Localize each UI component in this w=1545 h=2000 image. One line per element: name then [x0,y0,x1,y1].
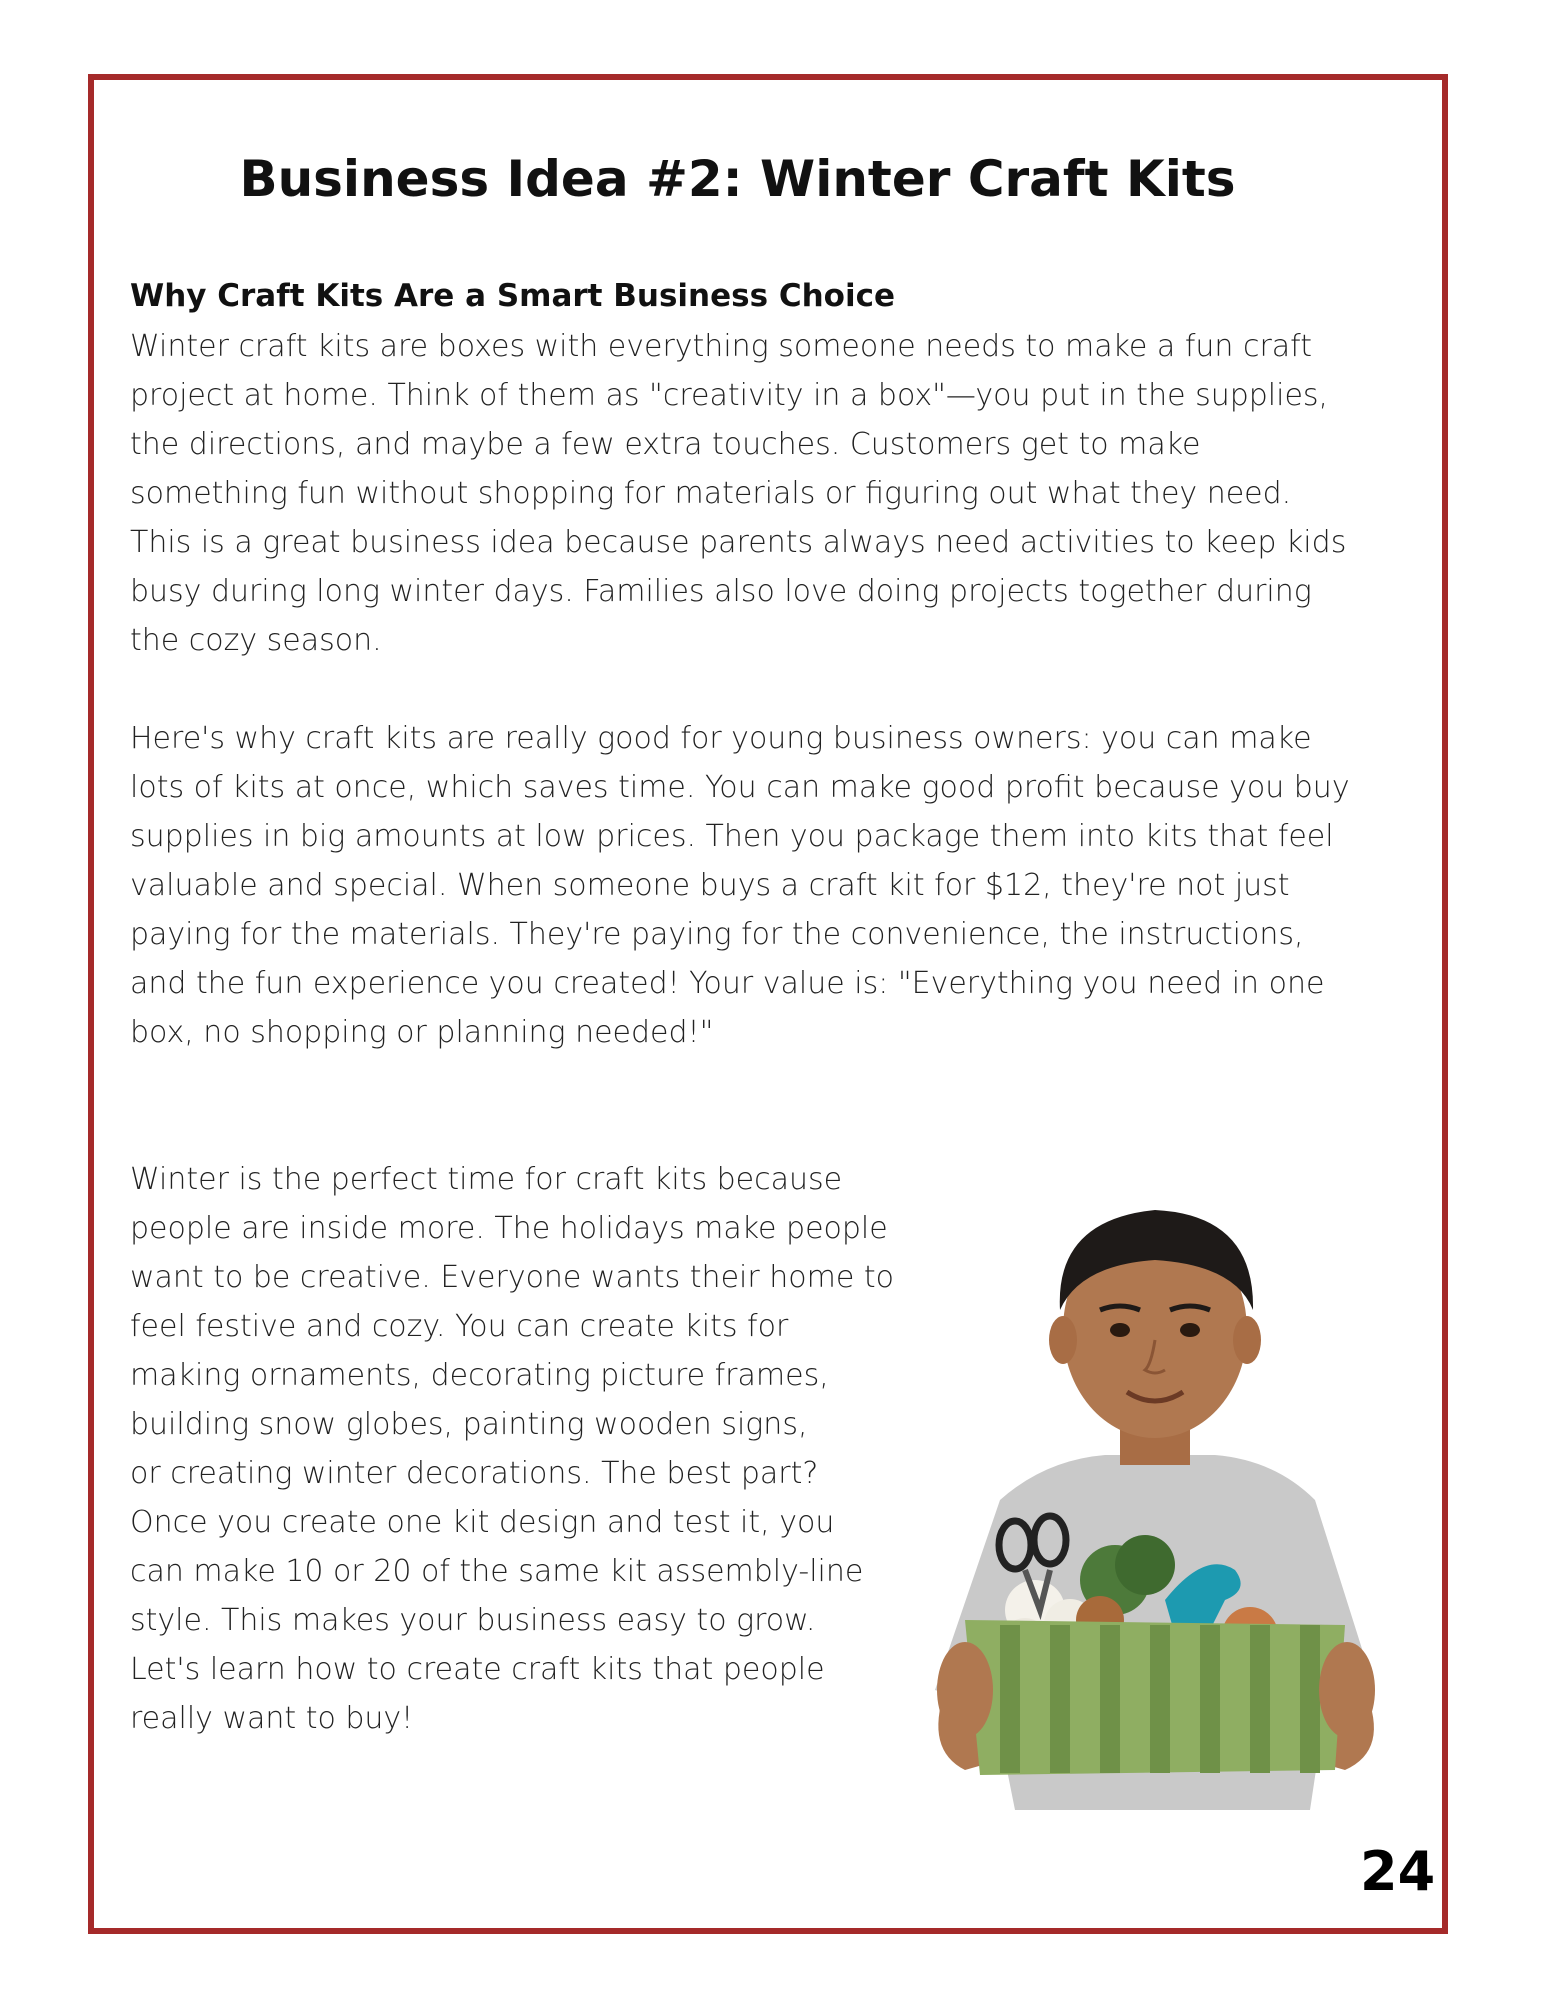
section-heading: Why Craft Kits Are a Smart Business Choice [130,278,895,314]
paragraph-winter: Winter is the perfect time for craft kits because people are inside more. The holidays make people want to be creative. Everyone wants their home to feel festive and cozy. You can create kits for making ornaments, decorating picture frames, building snow globes, painting wooden signs, or creating winter decorations. The best part? Once you create one kit design and test it, you can make 10 or 20 of the same kit assembly-line style. This makes your business easy to grow. Let's learn how to create craft kits that people really want to buy! [130,1162,894,1736]
boy-with-craft-kit-image [905,1170,1405,1830]
page-number: 24 [1360,1840,1436,1903]
page-title: Business Idea #2: Winter Craft Kits [239,150,1236,208]
paragraph-intro: Winter craft kits are boxes with everything someone needs to make a fun craft project at home. Think of them as "creativity in a box"—you put in the supplies, the directions, and maybe a few extra touches. Customers get to make something fun without shopping for materials or figuring out what they need. This is a great business idea because parents always need activities to keep kids busy during long winter days. Families also love doing projects together during the cozy season. [130,329,1347,658]
paragraph-why: Here's why craft kits are really good for young business owners: you can make lots of kits at once, which saves time. You can make good profit because you buy supplies in big amounts at low prices. Then you package them into kits that feel valuable and special. When someone buys a craft kit for $12, they're not just paying for the materials. They're paying for the convenience, the instructions, and the fun experience you created! Your value is: "Everything you need in one box, no shopping or planning needed!" [130,721,1350,1050]
craft-kit-box [965,1620,1345,1775]
